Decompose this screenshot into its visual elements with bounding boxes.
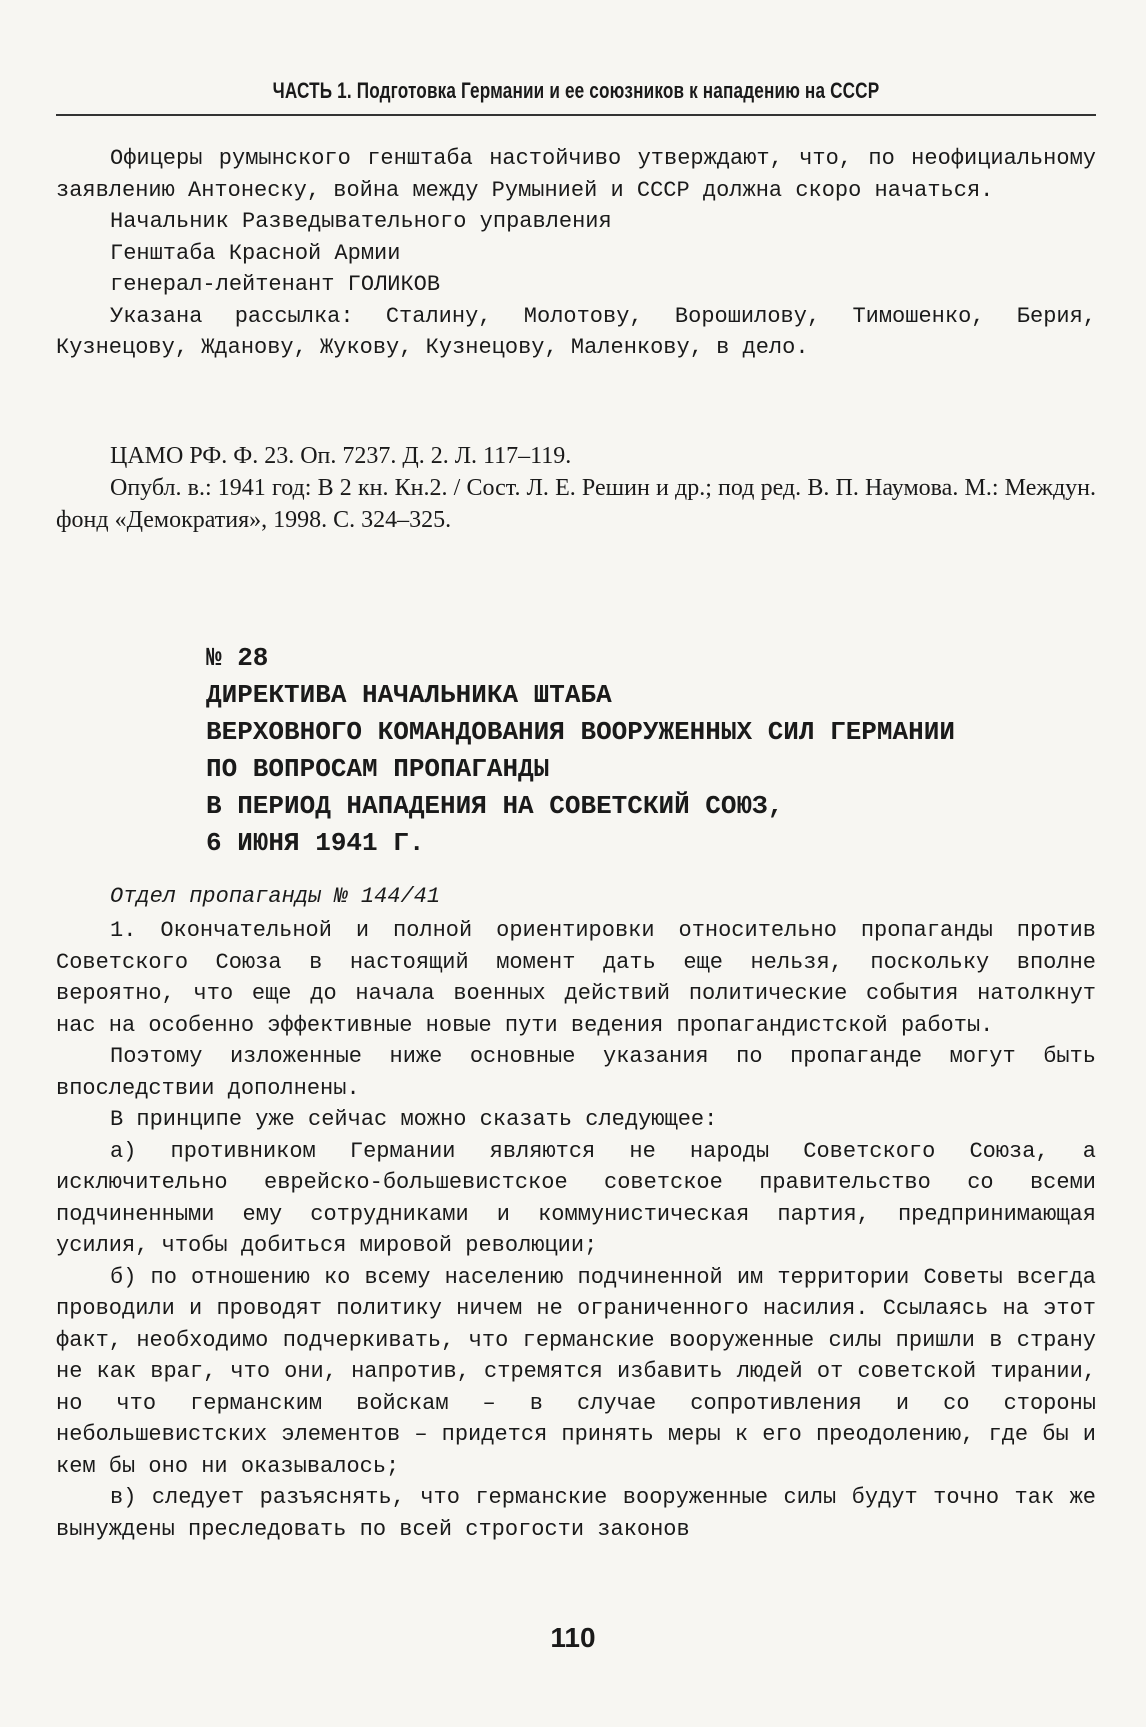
- department-reference: Отдел пропаганды № 144/41: [110, 884, 441, 909]
- paragraph: 1. Окончательной и полной ориентировки относительно пропаганды против Советского Союза в настоящий момент дать еще нельзя, поскольку вполне вероятно, что еще до начала военных действий политические события натолкнут нас на особенно эффективные новые пути ведения пропагандистской работы.: [56, 918, 1096, 1038]
- paragraph: а) противником Германии являются не народы Советского Союза, а исключительно еврейско-большевистское советское правительство со всеми подчиненными ему сотрудниками и коммунистическая партия, предпринимающая усилия, чтобы добиться мировой революции;: [56, 1138, 1096, 1258]
- source-block: [56, 440, 1096, 536]
- title-line: ДИРЕКТИВА НАЧАЛЬНИКА ШТАБА: [206, 680, 612, 710]
- signature-line: Генштаба Красной Армии: [110, 240, 401, 266]
- running-header: ЧАСТЬ 1. Подготовка Германии и ее союзников к нападению на СССР: [272, 78, 880, 103]
- paragraph: В принципе уже сейчас можно сказать следующее:: [110, 1107, 718, 1132]
- page-number: 110: [550, 1622, 596, 1653]
- signature-line: Начальник Разведывательного управления: [110, 209, 612, 234]
- distribution-list: Указана рассылка: Сталину, Молотову, Ворошилову, Тимошенко, Берия, Кузнецову, Жданову, Жукову, Кузнецову, Маленкову, в дело.: [56, 303, 1096, 360]
- header-divider: [56, 114, 1096, 116]
- title-line: ВЕРХОВНОГО КОМАНДОВАНИЯ ВООРУЖЕННЫХ СИЛ ГЕРМАНИИ: [206, 717, 955, 747]
- body-text-block: [56, 915, 1096, 1545]
- publication-reference: Опубл. в.: 1941 год: В 2 кн. Кн.2. / Сост. Л. Е. Решин и др.; под ред. В. П. Наумова. М.: Междун. фонд «Демократия», 1998. С. 324–325.: [56, 475, 1096, 533]
- title-line: В ПЕРИОД НАПАДЕНИЯ НА СОВЕТСКИЙ СОЮЗ,: [206, 791, 784, 821]
- document-number: № 28: [206, 643, 269, 673]
- document-title: [206, 640, 1086, 862]
- paragraph: б) по отношению ко всему населению подчиненной им территории Советы всегда проводили и проводят политику ничем не ограниченного насилия. Ссылаясь на этот факт, необходимо подчеркивать, что германские вооруженные силы пришли в страну не как враг, что они, напротив, стремятся избавить людей от советской тирании, но что германским войскам – в случае сопротивления и со стороны небольшевистских элементов – придется принять меры к его преодолению, где бы и кем бы оно ни оказывалось;: [56, 1264, 1096, 1479]
- paragraph: Поэтому изложенные ниже основные указания по пропаганде могут быть впоследствии дополнены.: [56, 1044, 1096, 1101]
- title-line: ПО ВОПРОСАМ ПРОПАГАНДЫ: [206, 754, 550, 784]
- archive-reference: ЦАМО РФ. Ф. 23. Оп. 7237. Д. 2. Л. 117–119.: [110, 443, 572, 469]
- signature-line: генерал-лейтенант ГОЛИКОВ: [110, 272, 441, 297]
- title-line: 6 ИЮНЯ 1941 Г.: [206, 828, 425, 858]
- paragraph: в) следует разъяснять, что германские вооруженные силы будут точно так же вынуждены преследовать по всей строгости законов: [56, 1485, 1096, 1542]
- top-text-block: [56, 143, 1096, 364]
- paragraph: Офицеры румынского генштаба настойчиво утверждают, что, по неофициальному заявлению Антонеску, война между Румынией и СССР должна скоро начаться.: [56, 146, 1096, 203]
